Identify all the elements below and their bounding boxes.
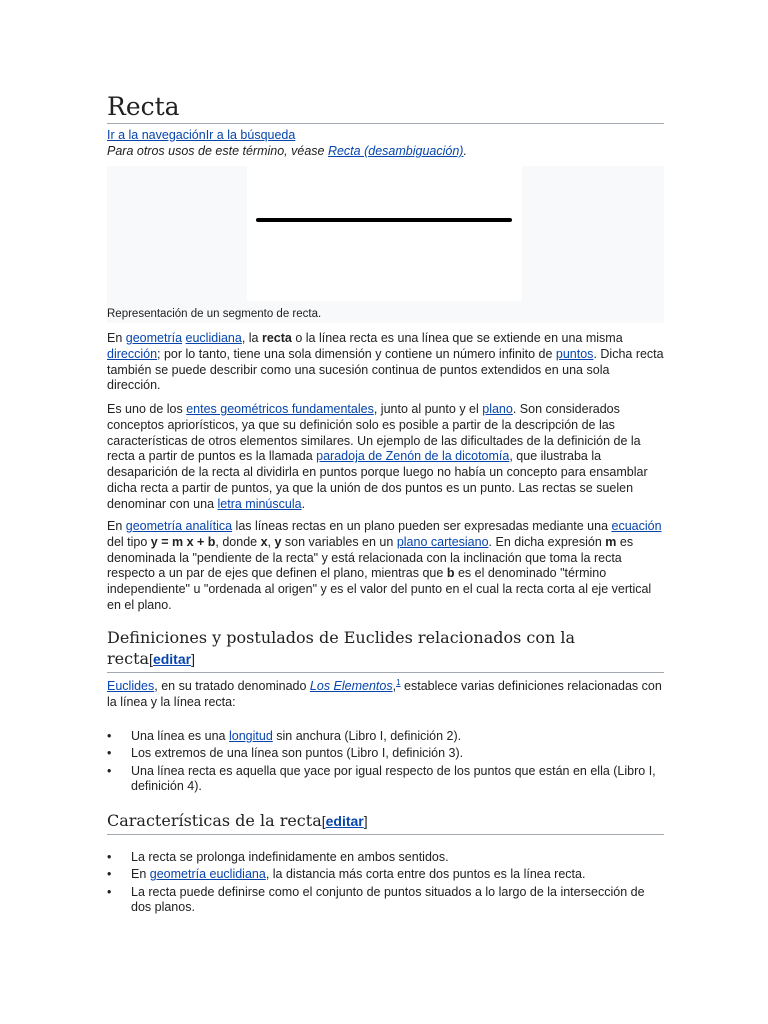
hatnote: Para otros usos de este término, véase Recta (desambiguación). [107,144,467,158]
list-item: • La recta se prolonga indefinidamente en ambos sentidos. [107,850,664,866]
link-los-elementos[interactable]: Los Elementos [309,679,393,693]
characteristics-list [107,850,664,918]
line-segment [256,218,512,222]
disambiguation-link[interactable]: Recta (desambiguación) [327,144,464,158]
jump-to-navigation-link[interactable]: Ir a la navegación [107,128,206,142]
edit-section-caracteristicas-link[interactable]: editar [325,813,364,829]
definitions-list [107,729,664,797]
list-item: • La recta puede definirse como el conjunto de puntos situados a lo largo de la intersección de dos planos. [107,885,664,917]
edit-section-definiciones-link[interactable]: editar [152,651,192,667]
reference-1-link[interactable]: 1 [396,677,401,687]
section-heading-definiciones: Definiciones y postulados de Euclides relacionados con la recta[editar] [107,627,664,673]
list-item: • Una línea recta es aquella que yace por igual respecto de los puntos que están en ella (Libro I, definición 4). [107,764,664,796]
figure-caption: Representación de un segmento de recta. [107,308,322,320]
link-geometria-analitica[interactable]: geometría analítica [125,519,233,533]
link-euclidiana[interactable]: euclidiana [185,331,242,345]
page-title: Recta [107,92,664,124]
edit-section-link-wrapper: [editar] [321,813,368,829]
link-geometria[interactable]: geometría [125,331,183,345]
list-item: • En geometría euclidiana, la distancia más corta entre dos puntos es la línea recta. [107,867,664,883]
link-entes-geometricos[interactable]: entes geométricos fundamentales [186,402,374,416]
link-ecuacion[interactable]: ecuación [611,519,662,533]
paragraph-entes: Es uno de los entes geométricos fundamentales, junto al punto y el plano. Son considerados conceptos apriorísticos, ya que su definición solo es posible a partir de la descripción de las características de otros elementos similares. Un ejemplo de las dificultades de la definición de la recta a partir de puntos es la llamada paradoja de Zenón de la dicotomía, que ilustraba la desaparición de la recta al dividirla en puntos porque luego no había un concepto para ensamblar dicha recta a partir de puntos, ya que la unión de dos puntos es un punto. Las rectas se suelen denominar con una letra minúscula. [107,402,648,511]
link-letra-minuscula[interactable]: letra minúscula [217,496,302,511]
link-geometria-euclidiana[interactable]: geometría euclidiana [149,867,266,882]
paragraph-analitica: En geometría analítica las líneas rectas en un plano pueden ser expresadas mediante una ecuación del tipo y = m x + b, donde x, y son variables en un plano cartesiano. En dicha expresión m es denominada la "pendiente de la recta" y está relacionada con la inclinación que toma la recta respecto a un par de ejes que definen el plano, mientras que b es el denominado "término independiente" u "ordenada al origen" y es el valor del punto en el cual la recta corta al eje vertical en el plano. [107,519,662,612]
link-paradoja-zenon[interactable]: paradoja de Zenón de la dicotomía [316,449,510,464]
jump-to-search-link[interactable]: Ir a la búsqueda [205,128,296,142]
line-segment-image[interactable] [247,166,522,301]
edit-section-link-wrapper: [editar] [149,651,195,667]
section-heading-caracteristicas: Características de la recta[editar] [107,810,664,835]
link-plano[interactable]: plano [482,402,513,416]
link-puntos[interactable]: puntos [555,346,594,361]
jump-links [107,128,295,143]
list-item: • Una línea es una longitud sin anchura (Libro I, definición 2). [107,729,664,745]
figure [107,166,664,323]
link-direccion[interactable]: dirección [107,346,158,361]
link-plano-cartesiano[interactable]: plano cartesiano [396,534,489,549]
paragraph-intro: En geometría euclidiana, la recta o la línea recta es una línea que se extiende en una misma dirección; por lo tanto, tiene una sola dimensión y contiene un número infinito de puntos. Dicha recta también se puede describir como una sucesión continua de puntos extendidos en una sola dirección. [107,331,664,393]
link-euclides[interactable]: Euclides [107,679,155,693]
list-item: • Los extremos de una línea son puntos (Libro I, definición 3). [107,746,664,762]
paragraph-euclides: Euclides, en su tratado denominado Los Elementos,$^1$ establece varias definiciones relacionadas con la línea y la línea recta: [107,677,662,709]
link-longitud[interactable]: longitud [229,729,273,743]
